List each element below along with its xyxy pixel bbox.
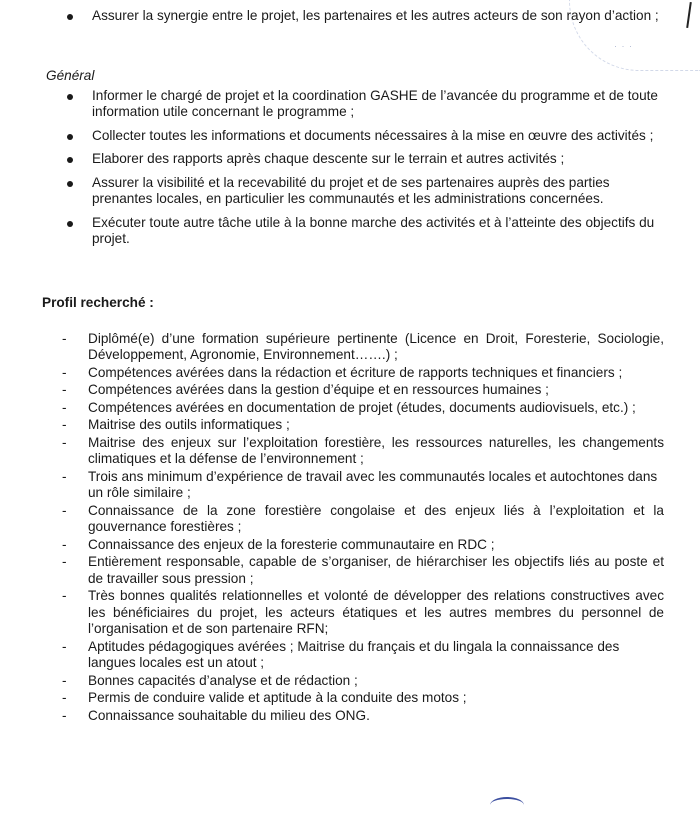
list-item: - Connaissance de la zone forestière congolaise et des enjeux liés à l’exploitation et la gouvernance forestières ; xyxy=(0,503,700,536)
list-item: - Aptitudes pédagogiques avérées ; Maitrise du français et du lingala la connaissance des langues locales est un atout ; xyxy=(0,639,700,672)
list-item: - Compétences avérées dans la rédaction et écriture de rapports techniques et financiers ; xyxy=(0,365,700,382)
top-bullet-list xyxy=(0,8,700,32)
list-item: - Entièrement responsable, capable de s’organiser, de hiérarchiser les objectifs liés au poste et de travailler sous pression ; xyxy=(0,554,700,587)
list-item: - Connaissance des enjeux de la foresterie communautaire en RDC ; xyxy=(0,537,700,554)
list-item: Informer le chargé de projet et la coordination GASHE de l’avancée du programme et de toute information utile concernant le programme ; xyxy=(0,88,700,121)
section-title-general: Général xyxy=(46,68,95,83)
list-item: - Maitrise des enjeux sur l’exploitation forestière, les ressources naturelles, les changements climatiques et la défense de l’environnement ; xyxy=(0,435,700,468)
section-title-profil: Profil recherché : xyxy=(42,295,154,310)
list-item: - Très bonnes qualités relationnelles et volonté de développer des relations constructives avec les bénéficiaires du projet, les acteurs étatiques et les autres membres du personnel de l’organisation et de son partenaire RFN; xyxy=(0,588,700,638)
list-item: Assurer la synergie entre le projet, les partenaires et les autres acteurs de son rayon d’action ; xyxy=(0,8,700,25)
section-profil xyxy=(0,295,700,725)
list-item: - Connaissance souhaitable du milieu des ONG. xyxy=(0,708,700,725)
list-item: Collecter toutes les informations et documents nécessaires à la mise en œuvre des activités ; xyxy=(0,128,700,145)
list-item: - Trois ans minimum d’expérience de travail avec les communautés locales et autochtones dans un rôle similaire ; xyxy=(0,469,700,502)
list-item: Exécuter toute autre tâche utile à la bonne marche des activités et à l’atteinte des objectifs du projet. xyxy=(0,215,700,248)
list-item: Elaborer des rapports après chaque descente sur le terrain et autres activités ; xyxy=(0,151,700,168)
signature-mark xyxy=(490,797,524,813)
list-item: - Bonnes capacités d’analyse et de rédaction ; xyxy=(0,673,700,690)
general-bullet-list xyxy=(0,88,700,248)
list-item: - Compétences avérées dans la gestion d’équipe et en ressources humaines ; xyxy=(0,382,700,399)
profil-dash-list xyxy=(0,331,700,725)
section-general xyxy=(0,68,700,255)
list-item: - Maitrise des outils informatiques ; xyxy=(0,417,700,434)
list-item: Assurer la visibilité et la recevabilité du projet et de ses partenaires auprès des parties prenantes locales, en particulier les communautés et les administrations concernées. xyxy=(0,175,700,208)
list-item: - Diplômé(e) d’une formation supérieure pertinente (Licence en Droit, Foresterie, Sociologie, Développement, Agronomie, Environnement…….) ; xyxy=(0,331,700,364)
list-item: - Permis de conduire valide et aptitude à la conduite des motos ; xyxy=(0,690,700,707)
list-item: - Compétences avérées en documentation de projet (études, documents audiovisuels, etc.) ; xyxy=(0,400,700,417)
stamp-lettering: · · · xyxy=(614,41,633,51)
